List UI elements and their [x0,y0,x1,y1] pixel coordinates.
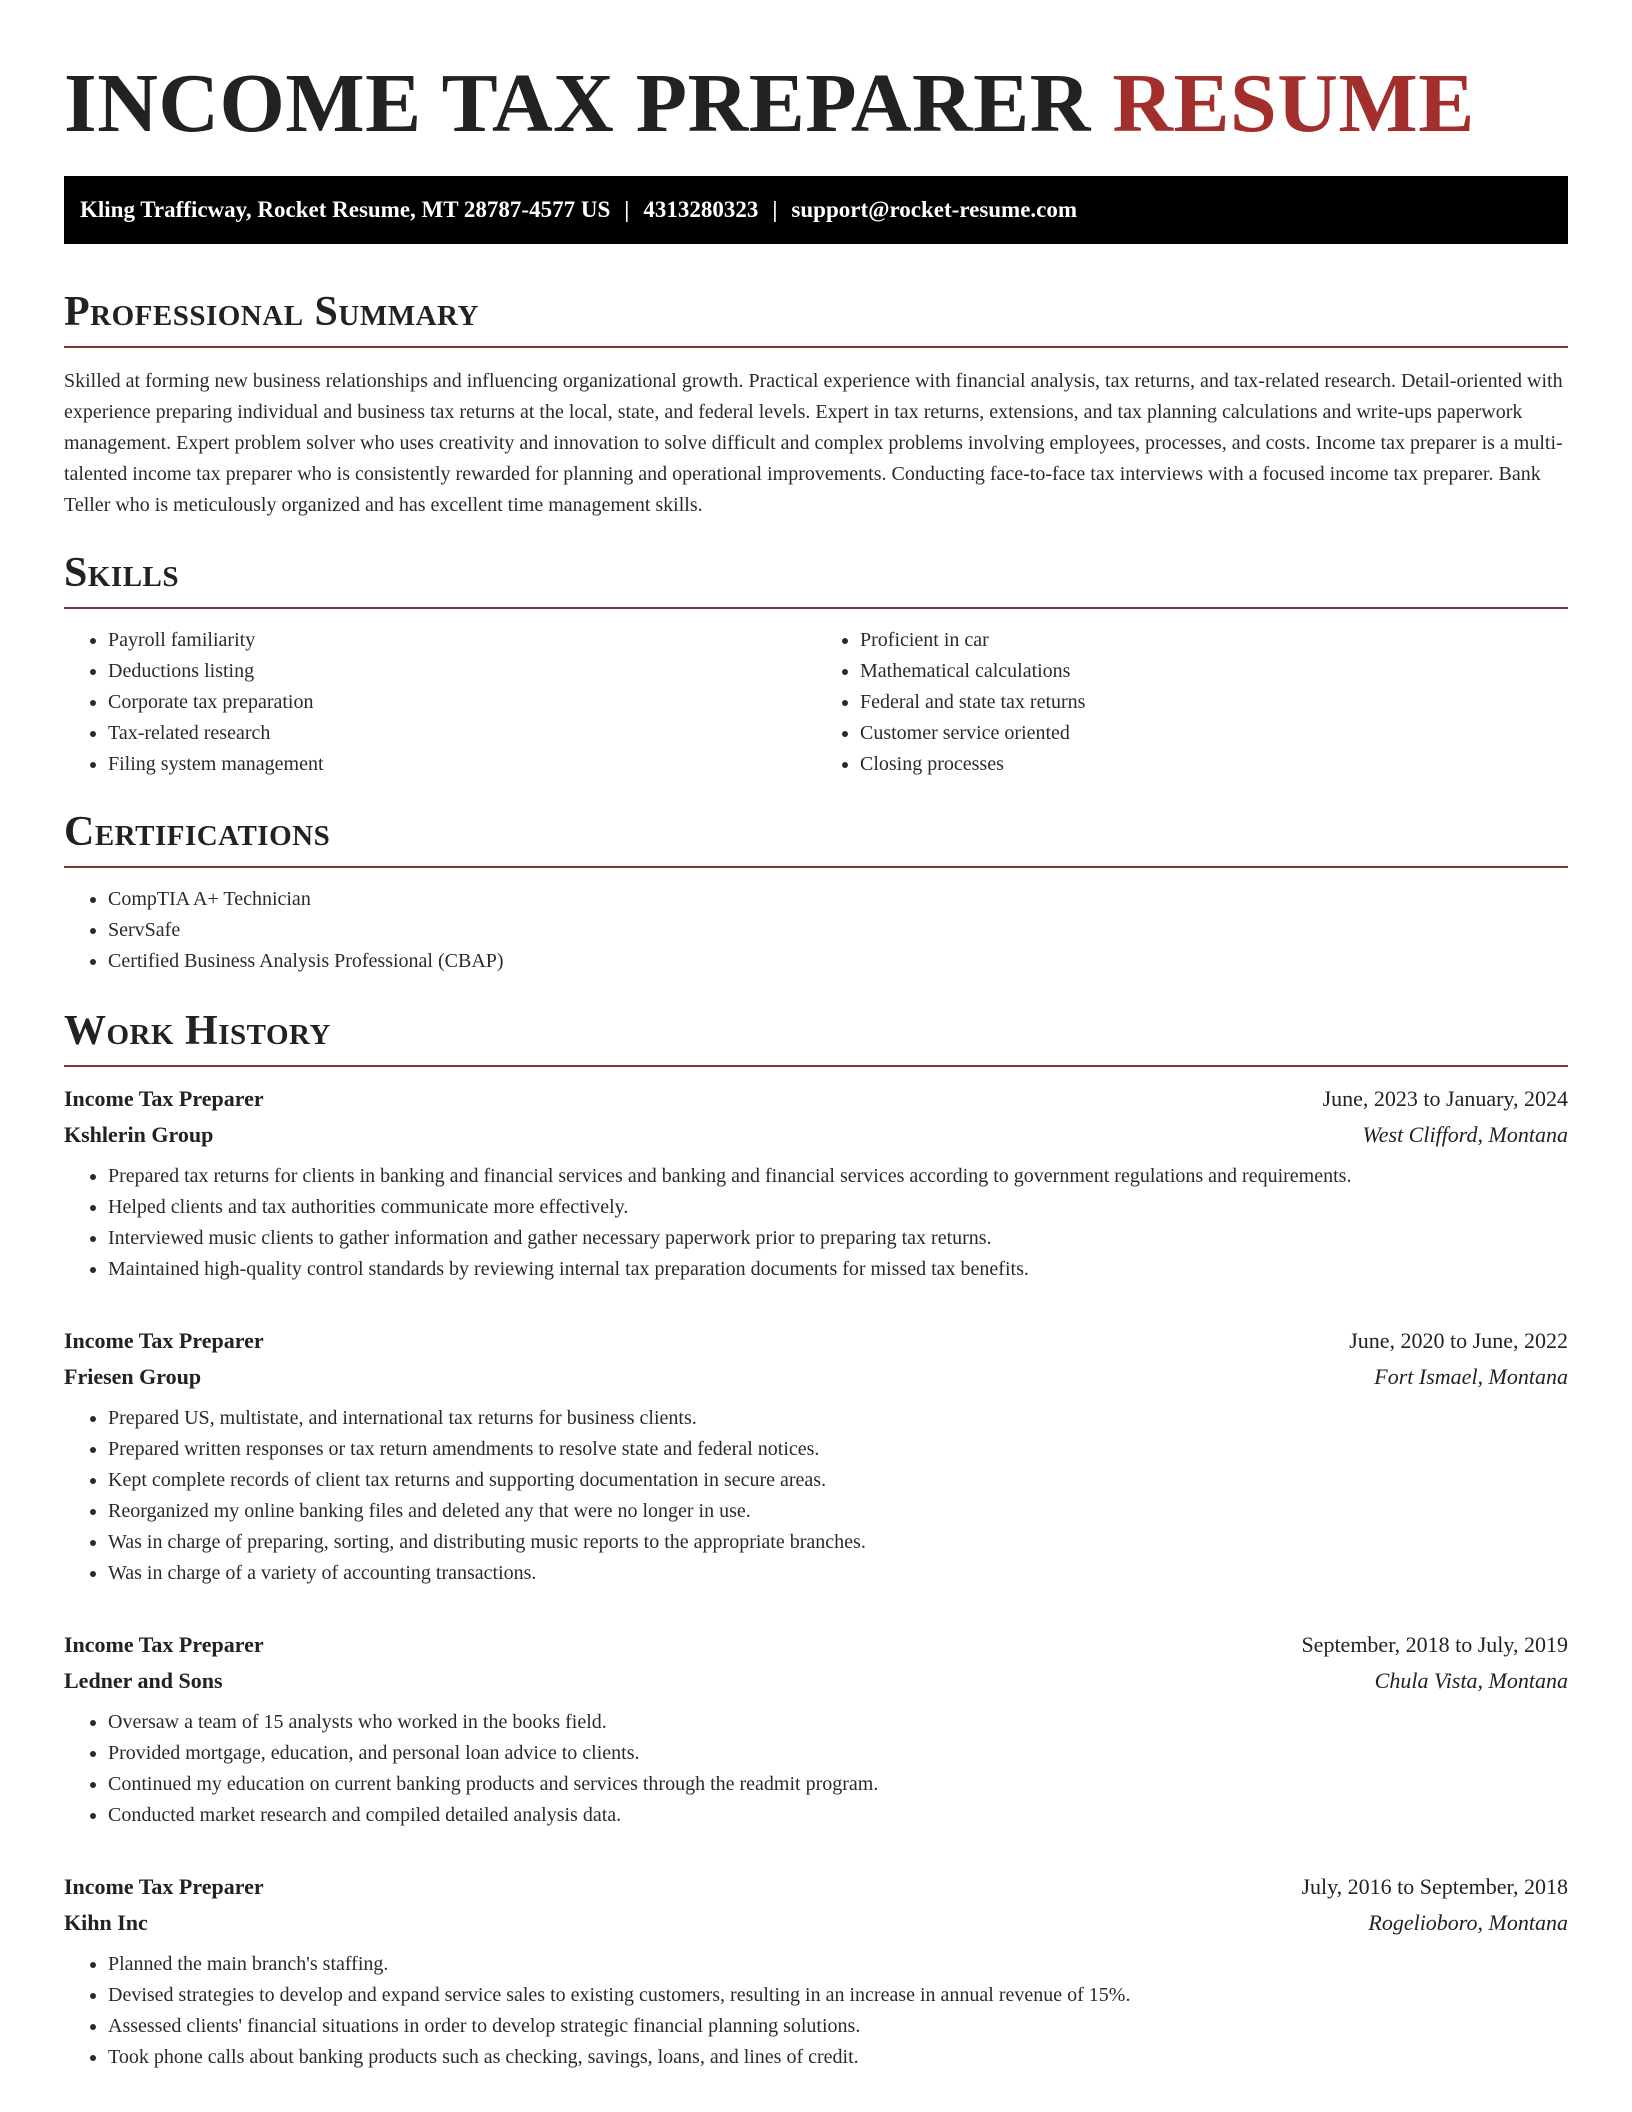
section-heading-summary: Professional Summary [64,289,479,335]
job-company: Friesen Group [64,1364,202,1389]
contact-bar [64,176,1568,244]
job-title: Income Tax Preparer [64,1874,264,1899]
skill-item: • Tax-related research [108,718,816,749]
skill-item: • Proficient in car [860,625,1568,656]
job-bullet: • Helped clients and tax authorities communicate more effectively. [108,1192,1568,1223]
job-bullet: • Was in charge of preparing, sorting, and distributing music reports to the appropriate branches. [108,1527,1568,1558]
job-bullet: • Prepared US, multistate, and international tax returns for business clients. [108,1403,1568,1434]
skill-item: • Federal and state tax returns [860,687,1568,718]
job-bullets [64,1161,1568,1285]
section-divider [64,866,1568,868]
job-header-row [64,1869,1568,1905]
job-dates: June, 2020 to June, 2022 [1349,1328,1568,1353]
job-company: Kshlerin Group [64,1122,214,1147]
job-location: Rogelioboro, Montana [1368,1910,1568,1935]
job-company-row [64,1905,1568,1941]
section-heading-certifications: Certifications [64,809,331,855]
job-bullet: • Oversaw a team of 15 analysts who worked in the books field. [108,1707,1568,1738]
job-bullet: • Planned the main branch's staffing. [108,1949,1568,1980]
job-header-row [64,1081,1568,1117]
job-bullet: • Continued my education on current banking products and services through the readmit program. [108,1769,1568,1800]
job-bullet: • Provided mortgage, education, and personal loan advice to clients. [108,1738,1568,1769]
job-bullets [64,1949,1568,2073]
contact-email: support@rocket-resume.com [791,197,1078,222]
job-entry [64,1081,1568,1285]
job-bullets [64,1403,1568,1589]
skill-item: • Closing processes [860,749,1568,780]
job-bullet: • Reorganized my online banking files and deleted any that were no longer in use. [108,1496,1568,1527]
job-entry [64,1627,1568,1831]
certification-item: • ServSafe [108,915,1568,946]
job-bullet: • Interviewed music clients to gather information and gather necessary paperwork prior to preparing tax returns. [108,1223,1568,1254]
job-bullet: • Devised strategies to develop and expand service sales to existing customers, resulting in an increase in annual revenue of 15%. [108,1980,1568,2011]
contact-separator: | [624,197,630,222]
certifications-list [64,884,1568,977]
job-bullet: • Prepared tax returns for clients in banking and financial services and banking and financial services according to government regulations and requirements. [108,1161,1568,1192]
job-location: Fort Ismael, Montana [1374,1364,1568,1389]
job-title: Income Tax Preparer [64,1328,264,1353]
job-bullet: • Assessed clients' financial situations in order to develop strategic financial planning solutions. [108,2011,1568,2042]
job-header-row [64,1323,1568,1359]
summary-text: Skilled at forming new business relationships and influencing organizational growth. Practical experience with financial analysis, tax returns, and tax-related research. Detail-oriented with experience preparing individual and business tax returns at the local, state, and federal levels. Expert in tax returns, extensions, and tax planning calculations and write-ups paperwork management. Expert problem solver who uses creativity and innovation to solve difficult and complex problems involving employees, processes, and costs. Income tax preparer is a multi-talented income tax preparer who is consistently rewarded for planning and operational improvements. Conducting face-to-face tax interviews with a focused income tax preparer. Bank Teller who is meticulously organized and has excellent time management skills. [64,370,1563,516]
professional-summary-section [64,286,1568,521]
job-entry [64,1323,1568,1589]
job-company: Kihn Inc [64,1910,148,1935]
skill-item: • Mathematical calculations [860,656,1568,687]
job-title: Income Tax Preparer [64,1632,264,1657]
title-main: INCOME TAX PREPARER [64,57,1091,150]
job-company-row [64,1117,1568,1153]
job-company-row [64,1663,1568,1699]
job-header-row [64,1627,1568,1663]
section-divider [64,1065,1568,1067]
job-dates: September, 2018 to July, 2019 [1301,1632,1568,1657]
job-location: Chula Vista, Montana [1374,1668,1568,1693]
job-bullet: • Prepared written responses or tax return amendments to resolve state and federal notices. [108,1434,1568,1465]
skills-section [64,547,1568,780]
job-dates: July, 2016 to September, 2018 [1301,1874,1568,1899]
job-title: Income Tax Preparer [64,1086,264,1111]
skills-list-right [816,625,1568,780]
job-entry [64,1869,1568,2073]
job-bullets [64,1707,1568,1831]
section-heading-work-history: Work History [64,1008,331,1054]
contact-separator: | [772,197,778,222]
work-history-section [64,1005,1568,2073]
job-bullet: • Took phone calls about banking products such as checking, savings, loans, and lines of credit. [108,2042,1568,2073]
section-heading-skills: Skills [64,550,180,596]
skill-item: • Payroll familiarity [108,625,816,656]
job-bullet: • Kept complete records of client tax returns and supporting documentation in secure areas. [108,1465,1568,1496]
skills-list-left [64,625,816,780]
job-dates: June, 2023 to January, 2024 [1322,1086,1568,1111]
certifications-section [64,806,1568,977]
job-location: West Clifford, Montana [1362,1122,1568,1147]
title-accent: RESUME [1112,57,1475,150]
skill-item: • Corporate tax preparation [108,687,816,718]
job-bullet: • Maintained high-quality control standards by reviewing internal tax preparation documents for missed tax benefits. [108,1254,1568,1285]
skill-item: • Deductions listing [108,656,816,687]
contact-phone: 4313280323 [643,197,759,222]
certification-item: • Certified Business Analysis Professional (CBAP) [108,946,1568,977]
job-company: Ledner and Sons [64,1668,223,1693]
contact-address: Kling Trafficway, Rocket Resume, MT 28787-4577 US [80,197,611,222]
certification-item: • CompTIA A+ Technician [108,884,1568,915]
job-bullet: • Conducted market research and compiled detailed analysis data. [108,1800,1568,1831]
resume-title [64,56,1568,152]
section-divider [64,346,1568,348]
skill-item: • Filing system management [108,749,816,780]
skill-item: • Customer service oriented [860,718,1568,749]
job-company-row [64,1359,1568,1395]
job-bullet: • Was in charge of a variety of accounting transactions. [108,1558,1568,1589]
skills-grid [64,609,1568,780]
